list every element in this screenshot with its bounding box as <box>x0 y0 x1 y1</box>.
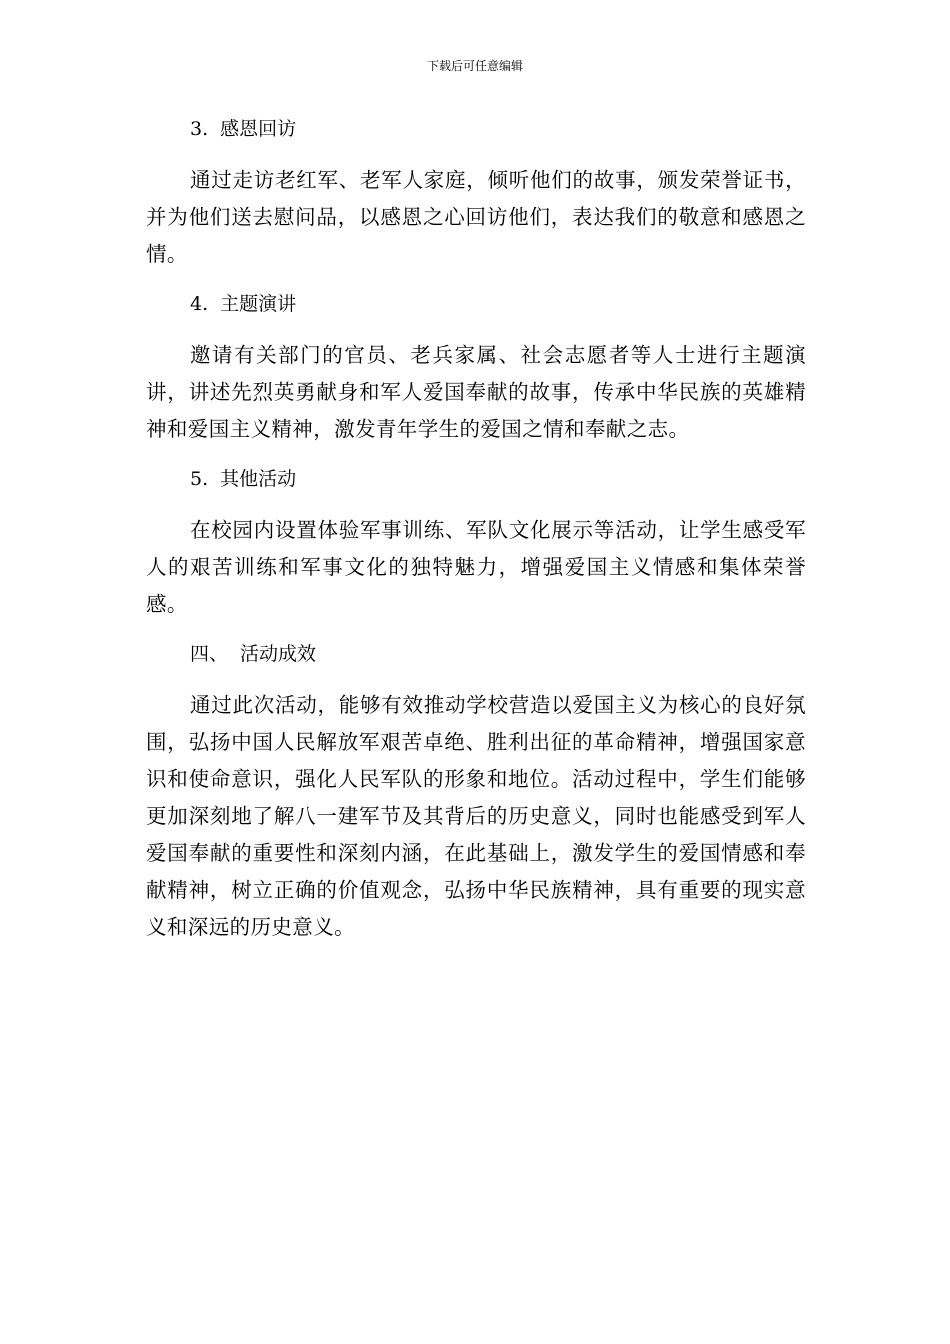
section-title: 主题演讲 <box>220 293 297 315</box>
section-number: 5. <box>190 468 209 490</box>
section-heading-5 <box>146 465 806 493</box>
section-number: 3. <box>190 118 209 140</box>
section-paragraph: 邀请有关部门的官员、老兵家属、社会志愿者等人士进行主题演讲，讲述先烈英勇献身和军人爱国奉献的故事，传承中华民族的英雄精神和爱国主义精神，激发青年学生的爱国之情和奉献之志。 <box>146 343 806 441</box>
section-number: 4. <box>190 293 209 315</box>
section-heading-outcomes <box>146 640 806 668</box>
header-note: 下载后可任意编辑 <box>426 59 523 73</box>
section-paragraph: 通过此次活动，能够有效推动学校营造以爱国主义为核心的良好氛围，弘扬中国人民解放军艰苦卓绝、胜利出征的革命精神，增强国家意识和使命意识，强化人民军队的形象和地位。活动过程中，学生们能够更加深刻地了解八一建军节及其背后的历史意义，同时也能感受到军人爱国奉献的重要性和深刻内涵，在此基础上，激发学生的爱国情感和奉献精神，树立正确的价值观念，弘扬中华民族精神，具有重要的现实意义和深远的历史意义。 <box>146 693 806 939</box>
section-title: 感恩回访 <box>220 118 297 140</box>
section-paragraph: 通过走访老红军、老军人家庭，倾听他们的故事，颁发荣誉证书，并为他们送去慰问品，以感恩之心回访他们，表达我们的敬意和感恩之情。 <box>146 168 806 266</box>
document-body <box>146 115 806 946</box>
section-title: 其他活动 <box>220 468 297 490</box>
section-title: 活动成效 <box>240 643 317 665</box>
section-heading-3 <box>146 115 806 143</box>
section-number: 四、 <box>190 643 229 665</box>
section-paragraph: 在校园内设置体验军事训练、军队文化展示等活动，让学生感受军人的艰苦训练和军事文化的独特魅力，增强爱国主义情感和集体荣誉感。 <box>146 518 806 616</box>
section-heading-4 <box>146 290 806 318</box>
